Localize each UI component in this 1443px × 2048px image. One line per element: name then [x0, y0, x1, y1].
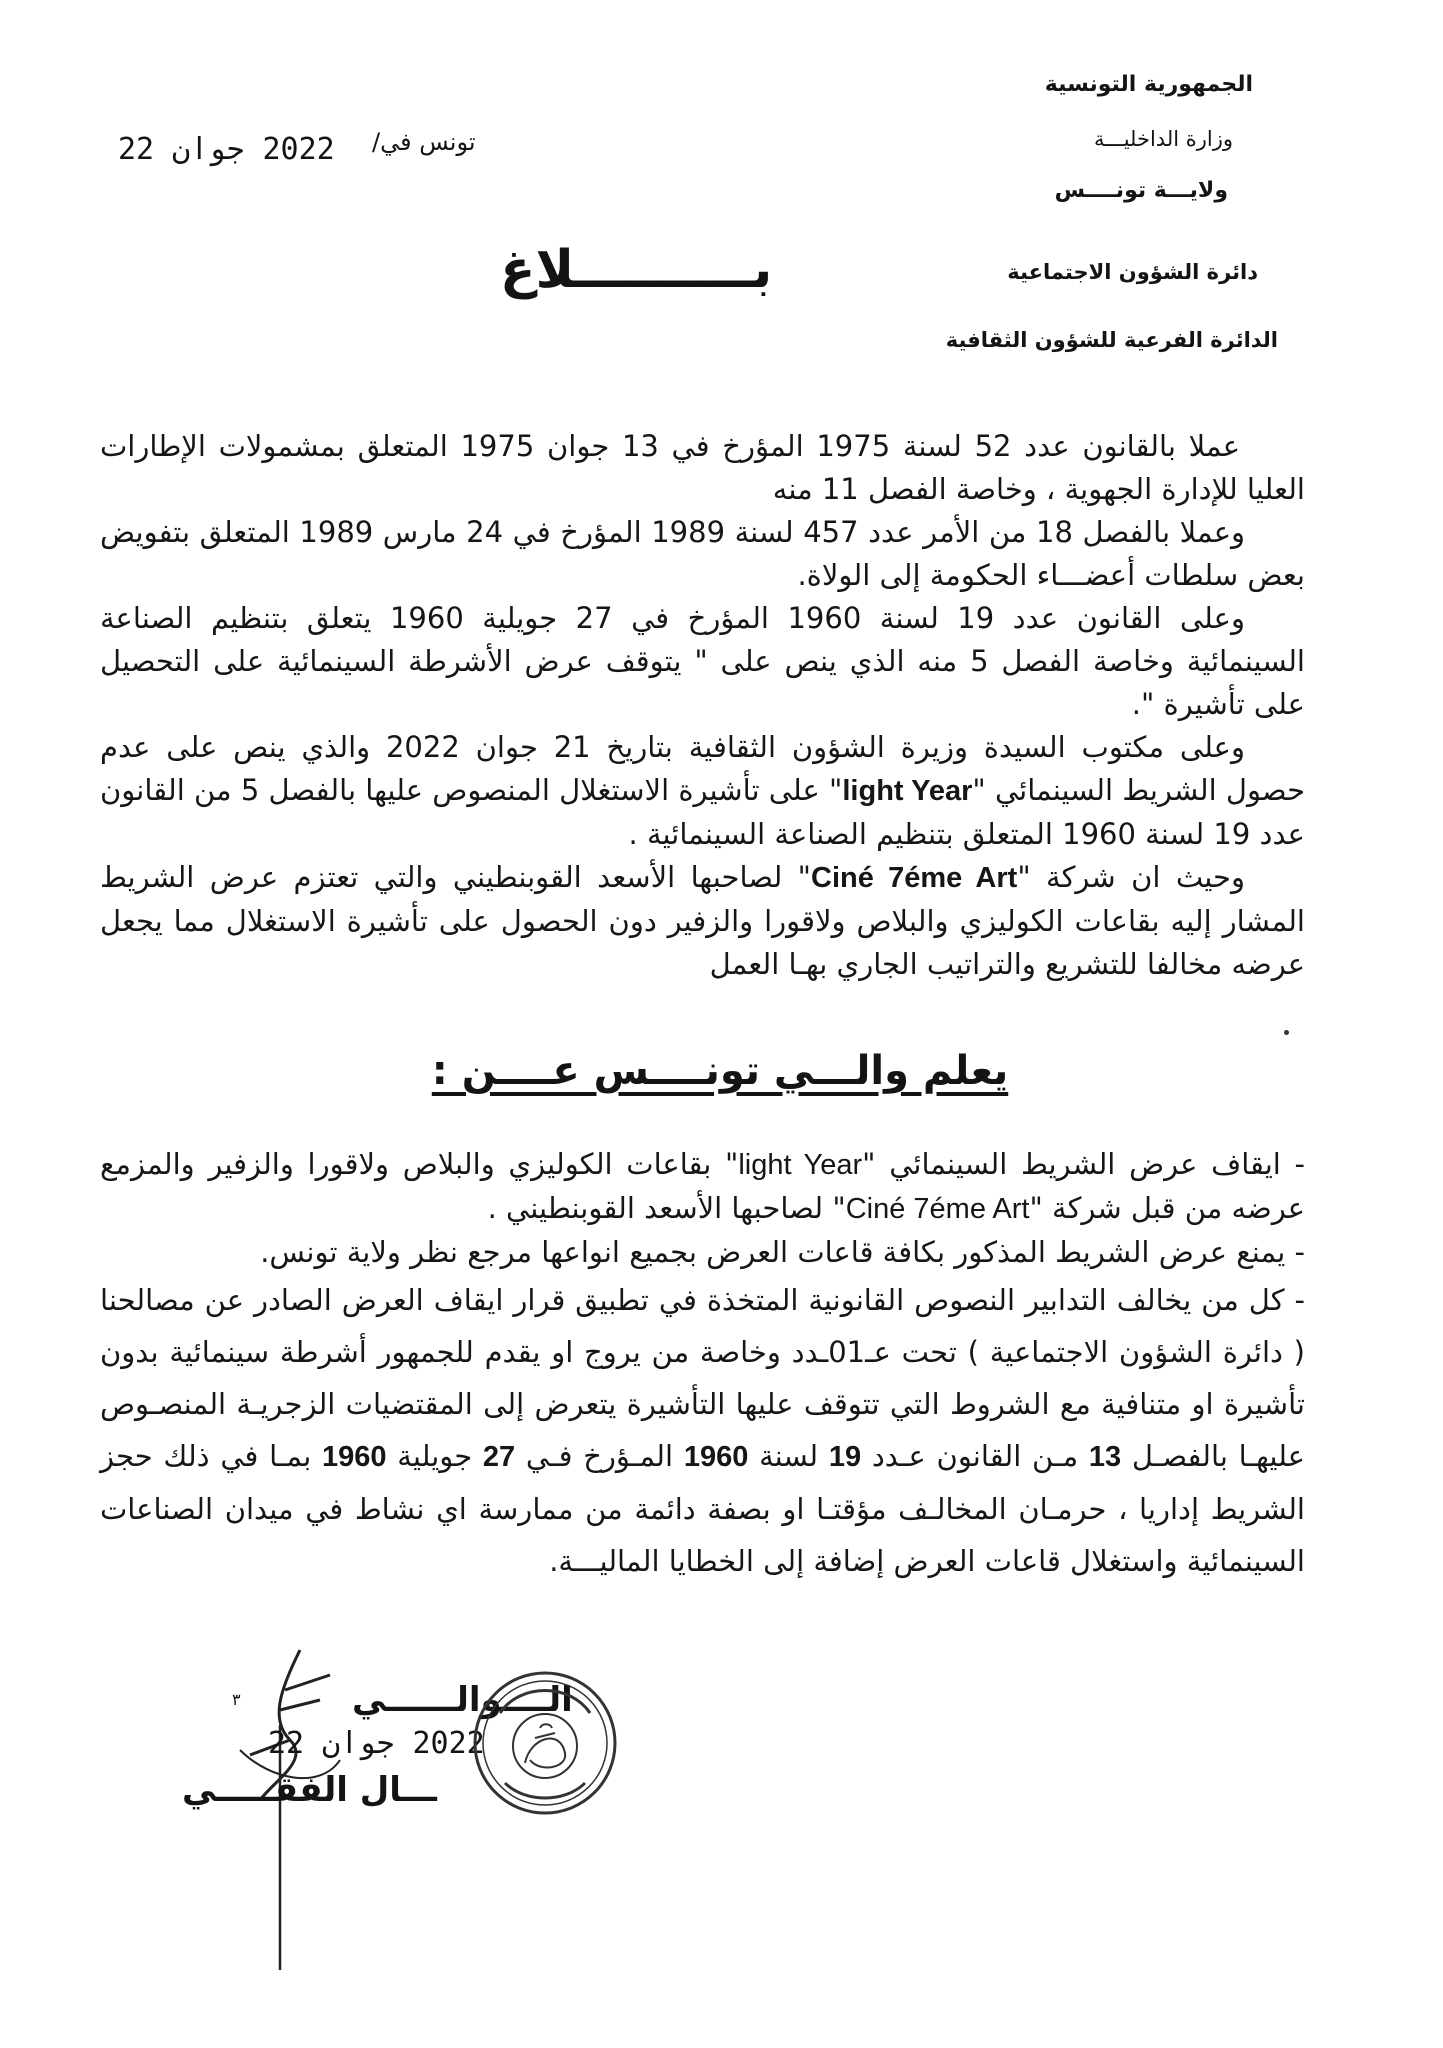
p4-text-before: وعلى مكتوب السيدة وزيرة الشؤون الثقافية بتاريخ 21 جوان 2022 والذي ينص على عدم حصول الشريط السينمائي " [100, 730, 1306, 807]
official-stamp [470, 1668, 620, 1818]
decision-item [100, 1274, 1305, 1587]
paragraph: وعلى القانون عدد 19 لسنة 1960 المؤرخ في 27 جويلية 1960 يتعلق بتنظيم الصناعة السينمائية وخاصة الفصل 5 منه الذي ينص على " يتوقف عرض الأشرطة السينمائية على التحصيل على تأشيرة ". [100, 601, 1305, 721]
paragraph-company [100, 856, 1305, 986]
d3-text: بمـا في ذلك حجز الشريط إداريا ، حرمـان المخالـف مؤقتـا او بصفة دائمة من ممارسة اي نشاط في ميدان الصناعات السينمائية واستغلال قاعات العرض إضافة إلى الخطايا الماليـــة. [100, 1439, 1305, 1578]
d3-text: مـن القانون عـدد [861, 1439, 1089, 1473]
p5-text-before: وحيث ان شركة " [1017, 860, 1245, 894]
subdepartment-name: الدائرة الفرعية للشؤون الثقافية [945, 328, 1278, 352]
paragraph: عملا بالقانون عدد 52 لسنة 1975 المؤرخ في 13 جوان 1975 المتعلق بمشمولات الإطارات العليا للإدارة الجهوية ، وخاصة الفصل 11 منه [100, 429, 1305, 506]
d3-text: جويلية [386, 1439, 483, 1473]
stray-dot [1284, 1030, 1289, 1035]
d3-article-number: 13 [1088, 1441, 1122, 1473]
signature-mark: ٣ [232, 1690, 241, 1709]
d1-text-mid: " بقاعات الكوليزي والبلاص ولاقورا والزفير والمزمع عرضه من قبل شركة " [100, 1147, 1305, 1225]
d3-text: المـؤرخ فـي [515, 1439, 684, 1473]
paragraph: وعملا بالفصل 18 من الأمر عدد 457 لسنة 1989 المؤرخ في 24 مارس 1989 المتعلق بتفويض بعض سلطات أعضـــاء الحكومة إلى الولاة. [100, 515, 1305, 592]
film-name: light Year [842, 775, 973, 807]
paragraph-ministry-letter [100, 726, 1305, 856]
d3-day: 27 [482, 1441, 516, 1473]
d3-law-number: 19 [828, 1441, 862, 1473]
d1-company-name: Ciné 7éme Art [845, 1193, 1030, 1225]
decision-item: - يمنع عرض الشريط المذكور بكافة قاعات العرض بجميع انواعها مرجع نظر ولاية تونس. [260, 1235, 1305, 1269]
p4-text-after: " على تأشيرة الاستغلال المنصوص عليها بالفصل 5 من القانون عدد 19 لسنة 1960 المتعلق بتنظيم الصناعة السينمائية . [100, 773, 1305, 851]
republic-name: الجمهورية التونسية [1044, 72, 1253, 97]
department-name: دائرة الشؤون الاجتماعية [1007, 260, 1258, 284]
d3-year: 1960 [322, 1441, 387, 1473]
ministry-name: وزارة الداخليـــة [1093, 127, 1233, 151]
d3-text: - كل من يخالف التدابير النصوص القانونية المتخذة في تطبيق قرار ايقاف العرض الصادر عن مصالحنا ( دائرة الشؤون الاجتماعية ) تحت عـ01ـدد وخاصة من يروج او يقدم للجمهور أشرطة سينمائية بدون تأشيرة او متنافية مع الشروط التي تتوقف عليها التأشيرة يتعرض إلى المقتضيات الزجريـة المنصـوص عليهـا بالفصـل [100, 1283, 1306, 1473]
d1-film-name: light Year [738, 1149, 863, 1181]
company-name: Ciné 7éme Art [811, 862, 1018, 894]
decisions-list [100, 1143, 1305, 1587]
p5-text-after: " لصاحبها الأسعد القوبنطيني والتي تعتزم عرض الشريط المشار إليه بقاعات الكوليزي والبلاص ولاقورا والزفير دون الحصول على تأشيرة الاستغلال مما يجعل عرضه مخالفا للتشريع والتراتيب الجاري بهـا العمل [100, 860, 1305, 981]
d1-text-after: " لصاحبها الأسعد القوبنطيني . [487, 1191, 846, 1225]
signature-title: الــــوالــــــي [352, 1680, 573, 1720]
body-paragraphs [100, 425, 1305, 986]
date-value: 2022 جوان 22 [118, 132, 335, 167]
d3-law-year: 1960 [683, 1441, 749, 1473]
signature-name: ـــال الفقـــــي [182, 1770, 437, 1810]
decision-item [100, 1143, 1305, 1231]
announcement-heading: يعلم والـــي تونــــس عــــن : [431, 1048, 1009, 1094]
signature-date: 2022 جوان 22 [268, 1726, 485, 1761]
date-label: تونس في/ [372, 128, 476, 156]
document-title: بــــــــــلاغ [500, 240, 773, 300]
d1-text: - ايقاف عرض الشريط السينمائي " [862, 1147, 1305, 1181]
governorate-name: ولايـــة تونــــس [1054, 178, 1228, 203]
d3-text: لسنة [748, 1439, 829, 1473]
